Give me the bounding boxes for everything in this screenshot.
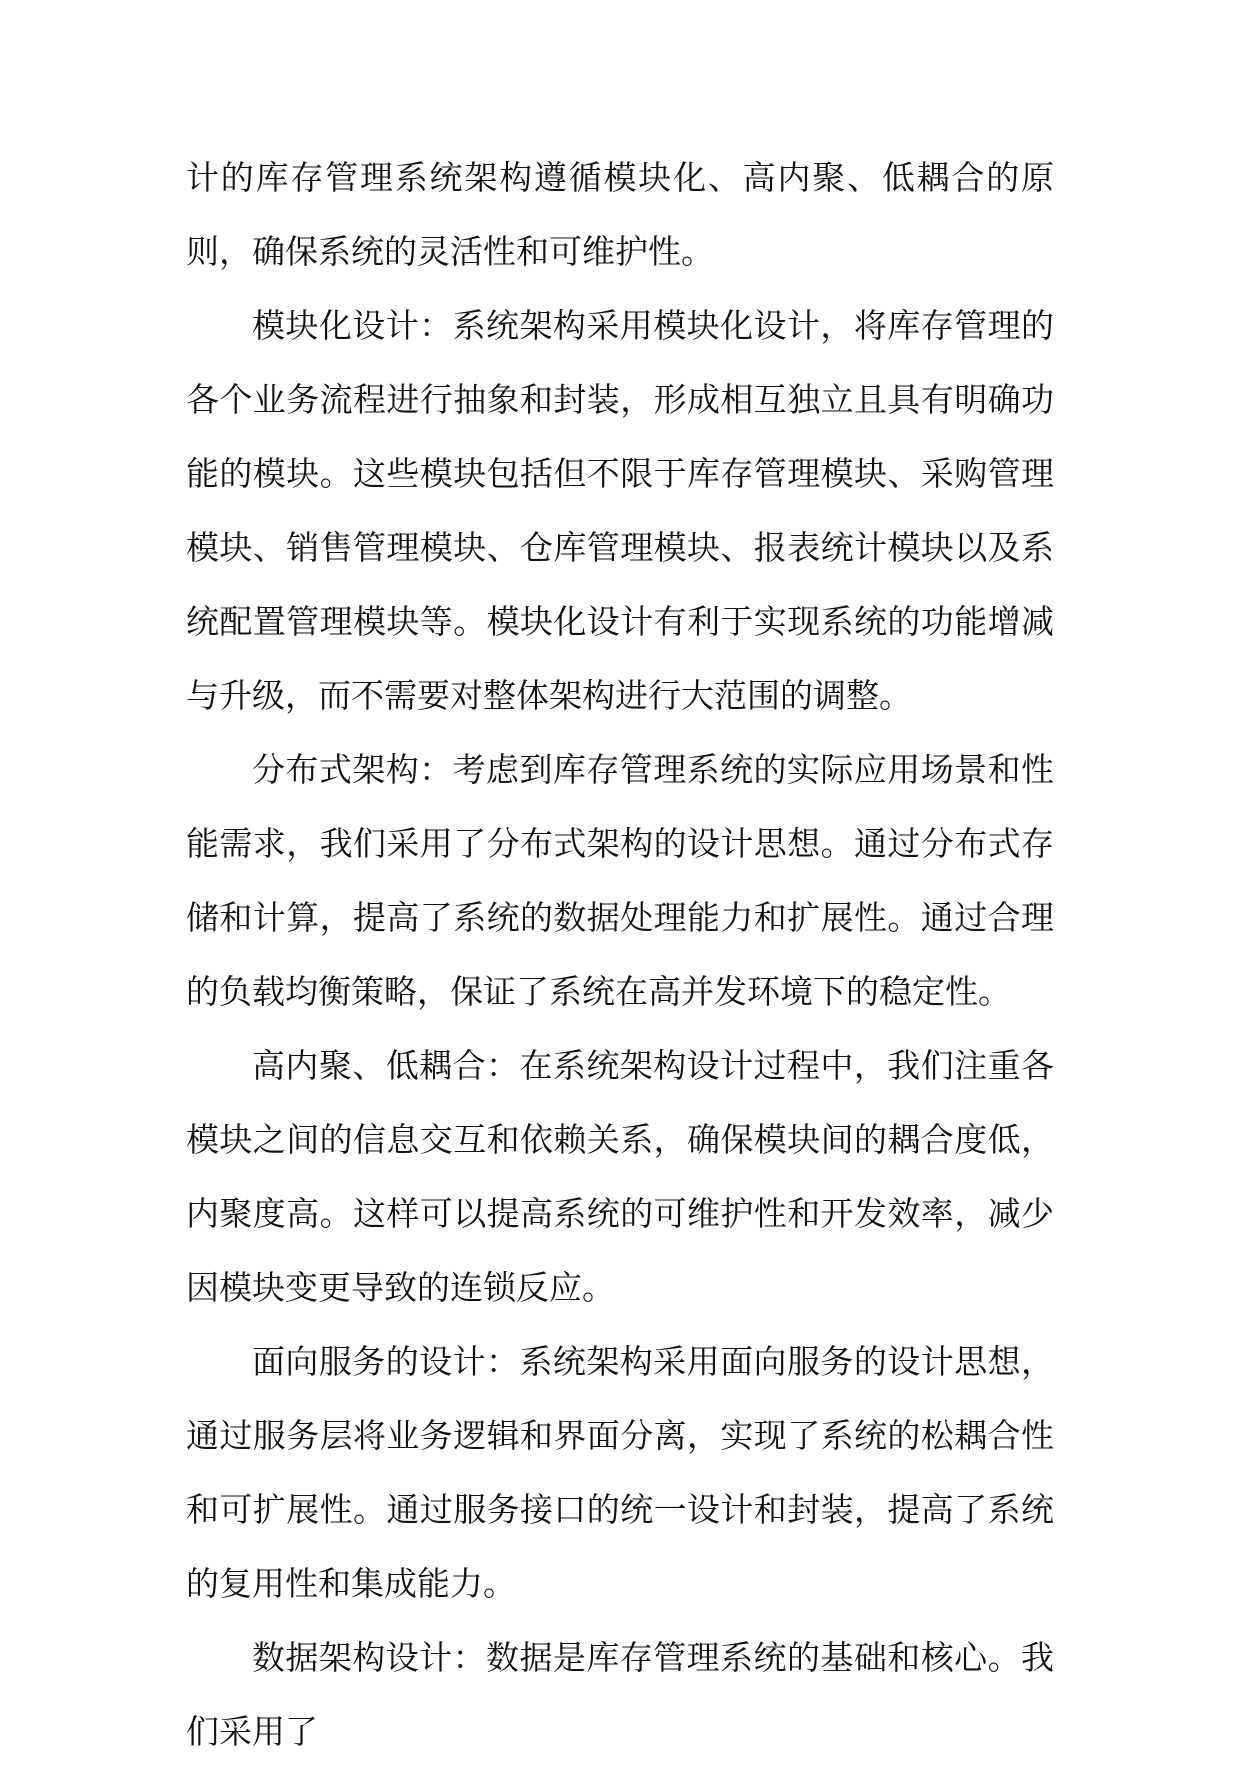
paragraph-continuation: 计的库存管理系统架构遵循模块化、高内聚、低耦合的原则，确保系统的灵活性和可维护性。 xyxy=(186,158,1054,271)
paragraph-high-cohesion-low-coupling: 高内聚、低耦合：在系统架构设计过程中，我们注重各模块之间的信息交互和依赖关系，确保模块间的耦合度低，内聚度高。这样可以提高系统的可维护性和开发效率，减少因模块变更导致的连锁反应。 xyxy=(186,1046,1054,1307)
paragraph-distributed-architecture: 分布式架构：考虑到库存管理系统的实际应用场景和性能需求，我们采用了分布式架构的设计思想。通过分布式存储和计算，提高了系统的数据处理能力和扩展性。通过合理的负载均衡策略，保证了系统在高并发环境下的稳定性。 xyxy=(186,750,1054,1011)
paragraph-data-architecture: 数据架构设计：数据是库存管理系统的基础和核心。我们采用了 xyxy=(186,1638,1054,1751)
body-text xyxy=(186,141,1054,1769)
paragraph-service-oriented-design: 面向服务的设计：系统架构采用面向服务的设计思想，通过服务层将业务逻辑和界面分离，实现了系统的松耦合性和可扩展性。通过服务接口的统一设计和封装，提高了系统的复用性和集成能力。 xyxy=(186,1342,1054,1603)
paragraph-modular-design: 模块化设计：系统架构采用模块化设计，将库存管理的各个业务流程进行抽象和封装，形成相互独立且具有明确功能的模块。这些模块包括但不限于库存管理模块、采购管理模块、销售管理模块、仓库管理模块、报表统计模块以及系统配置管理模块等。模块化设计有利于实现系统的功能增减与升级，而不需要对整体架构进行大范围的调整。 xyxy=(186,306,1054,715)
